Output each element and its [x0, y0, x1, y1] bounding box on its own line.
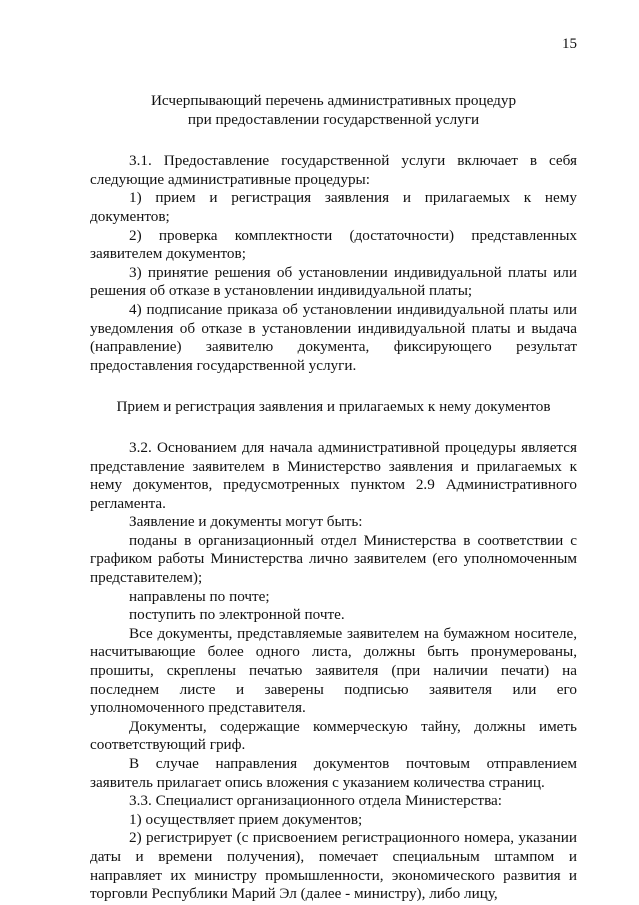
document-body [90, 92, 577, 904]
paragraph-3-1: 3.1. Предоставление государственной услуги включает в себя следующие административные процедуры: [90, 152, 577, 188]
paragraph-commercial-secret: Документы, содержащие коммерческую тайну, должны иметь соответствующий гриф. [90, 717, 577, 754]
procedure-item-4: 4) подписание приказа об установлении индивидуальной платы или уведомления об отказе в установлении индивидуальной платы и выдача (направление) заявителю документа, фиксирующего результат предоставления государственной услуги. [90, 300, 577, 374]
specialist-item-1: 1) осуществляет прием документов; [129, 810, 363, 828]
section-heading: Прием и регистрация заявления и прилагаемых к нему документов [116, 398, 551, 416]
title-line-1: Исчерпывающий перечень административных процедур [150, 92, 517, 109]
procedure-item-1: 1) прием и регистрация заявления и прилагаемых к нему документов; [90, 189, 577, 225]
reception-section [90, 439, 577, 904]
specialist-item-2: 2) регистрирует (с присвоением регистрационного номера, указании даты и времени получения), помечает специальным штампом и направляет их министру промышленности, экономического развития и торговли Республики Марий Эл (далее - министру), либо лицу, [90, 829, 577, 903]
paragraph-by-email: поступить по электронной почте. [129, 606, 345, 624]
document-title [90, 92, 577, 129]
paragraph-postal-inventory: В случае направления документов почтовым отправлением заявитель прилагает опись вложения с указанием количества страниц. [90, 755, 577, 791]
procedure-item-3: 3) принятие решения об установлении индивидуальной платы или решения об отказе в установлении индивидуальной платы; [90, 263, 577, 300]
procedure-item-2: 2) проверка комплектности (достаточности) представленных заявителем документов; [90, 226, 577, 263]
paragraph-in-person: поданы в организационный отдел Министерства в соответствии с графиком работы Министерства лично заявителем (его уполномоченным представителем); [90, 531, 577, 587]
title-line-2: при предоставлении государственной услуги [187, 110, 480, 128]
paragraph-by-mail: направлены по почте; [129, 587, 270, 605]
paragraph-paper-documents: Все документы, представляемые заявителем на бумажном носителе, насчитывающие более одного листа, должны быть пронумерованы, прошиты, скреплены печатью заявителя (при наличии печати) на последнем листе и заверены подписью заявителя или его уполномоченного представителя. [90, 624, 577, 717]
paragraph-3-3: 3.3. Специалист организационного отдела Министерства: [129, 792, 503, 810]
procedures-list-section [90, 152, 577, 375]
paragraph-3-2: 3.2. Основанием для начала административной процедуры является представление заявителем в Министерство заявления и прилагаемых к нему документов, предусмотренных пунктом 2.9 Административного регламента. [90, 438, 577, 512]
paragraph-submission-ways: Заявление и документы могут быть: [129, 513, 363, 531]
page-number: 15 [562, 36, 577, 52]
